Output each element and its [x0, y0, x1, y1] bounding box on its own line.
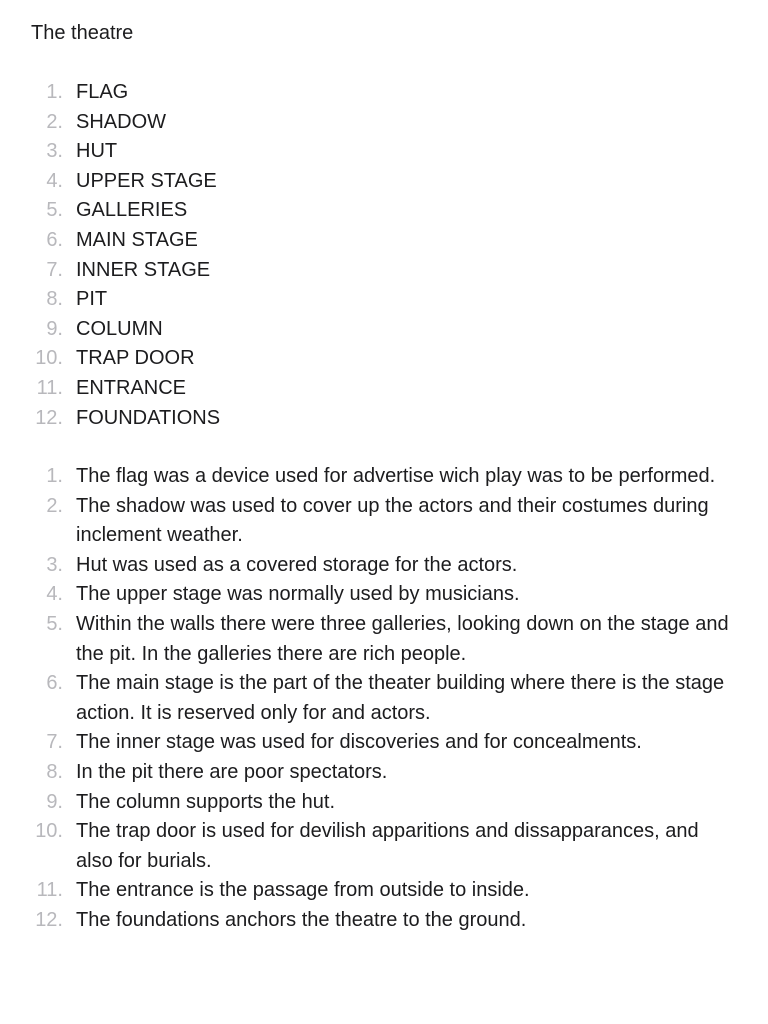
term-item	[0, 256, 768, 286]
description-item	[0, 728, 768, 758]
term-number: 1.	[46, 81, 63, 103]
term-number: 9.	[46, 317, 63, 340]
description-text: The inner stage was used for discoveries and for concealments.	[76, 731, 642, 754]
term-item	[0, 285, 768, 315]
description-text: The shadow was used to cover up the actors and their costumes during inclement weather.	[76, 494, 709, 547]
description-text: Within the walls there were three galleries, looking down on the stage and the pit. In the galleries there are rich people.	[76, 612, 729, 665]
term-text: HUT	[76, 140, 118, 163]
term-text: FLAG	[76, 81, 129, 103]
term-number: 6.	[46, 228, 63, 251]
description-item	[0, 876, 768, 906]
term-item	[0, 315, 768, 345]
description-item	[0, 669, 768, 728]
term-number: 4.	[46, 169, 63, 192]
description-text: The entrance is the passage from outside to inside.	[76, 879, 530, 902]
terms-list	[0, 78, 768, 433]
term-text: FOUNDATIONS	[76, 406, 221, 429]
term-number: 11.	[36, 376, 63, 399]
term-item	[0, 196, 768, 226]
description-item	[0, 906, 768, 936]
term-number: 3.	[46, 140, 63, 163]
description-number: 6.	[46, 672, 63, 695]
description-text: The flag was a device used for advertise wich play was to be performed.	[76, 465, 716, 487]
term-item	[0, 167, 768, 197]
description-number: 3.	[46, 553, 63, 576]
term-item	[0, 374, 768, 404]
term-item	[0, 226, 768, 256]
description-item	[0, 492, 768, 551]
description-number: 1.	[46, 465, 63, 487]
description-number: 4.	[46, 583, 63, 606]
term-number: 7.	[46, 258, 63, 281]
description-number: 5.	[46, 612, 63, 635]
descriptions-list	[0, 462, 768, 936]
description-item	[0, 551, 768, 581]
term-item	[0, 108, 768, 138]
term-text: COLUMN	[76, 317, 163, 340]
description-item	[0, 462, 768, 492]
description-number: 2.	[46, 494, 63, 517]
term-number: 2.	[46, 110, 63, 133]
term-number: 10.	[35, 347, 63, 370]
term-text: PIT	[76, 288, 108, 311]
term-text: SHADOW	[76, 110, 166, 133]
term-text: GALLERIES	[76, 199, 188, 222]
note-title: The theatre	[31, 22, 134, 44]
description-text: The main stage is the part of the theater building where there is the stage action. It is reserved only for and actors.	[76, 672, 725, 724]
description-item	[0, 758, 768, 788]
description-number: 10.	[35, 820, 63, 843]
term-text: TRAP DOOR	[76, 347, 195, 370]
description-text: The column supports the hut.	[76, 790, 336, 813]
description-number: 7.	[46, 731, 63, 754]
description-text: The foundations anchors the theatre to the ground.	[76, 908, 527, 931]
description-text: Hut was used as a covered storage for the actors.	[76, 553, 518, 576]
term-text: INNER STAGE	[76, 258, 211, 281]
description-number: 12.	[35, 908, 63, 931]
description-text: The trap door is used for devilish apparitions and dissapparances, and also for burials.	[76, 820, 699, 872]
term-item	[0, 78, 768, 108]
term-number: 8.	[46, 288, 63, 311]
description-text: The upper stage was normally used by musicians.	[76, 583, 520, 606]
term-number: 5.	[46, 199, 63, 222]
description-item	[0, 817, 768, 876]
description-item	[0, 788, 768, 818]
term-item	[0, 404, 768, 434]
term-number: 12.	[35, 406, 63, 429]
description-number: 9.	[46, 790, 63, 813]
description-number: 8.	[46, 760, 63, 783]
term-text: ENTRANCE	[76, 376, 187, 399]
description-text: In the pit there are poor spectators.	[76, 760, 388, 783]
term-item	[0, 137, 768, 167]
description-number: 11.	[36, 879, 63, 902]
term-item	[0, 344, 768, 374]
description-item	[0, 610, 768, 669]
term-text: MAIN STAGE	[76, 228, 198, 251]
term-text: UPPER STAGE	[76, 169, 217, 192]
description-item	[0, 580, 768, 610]
